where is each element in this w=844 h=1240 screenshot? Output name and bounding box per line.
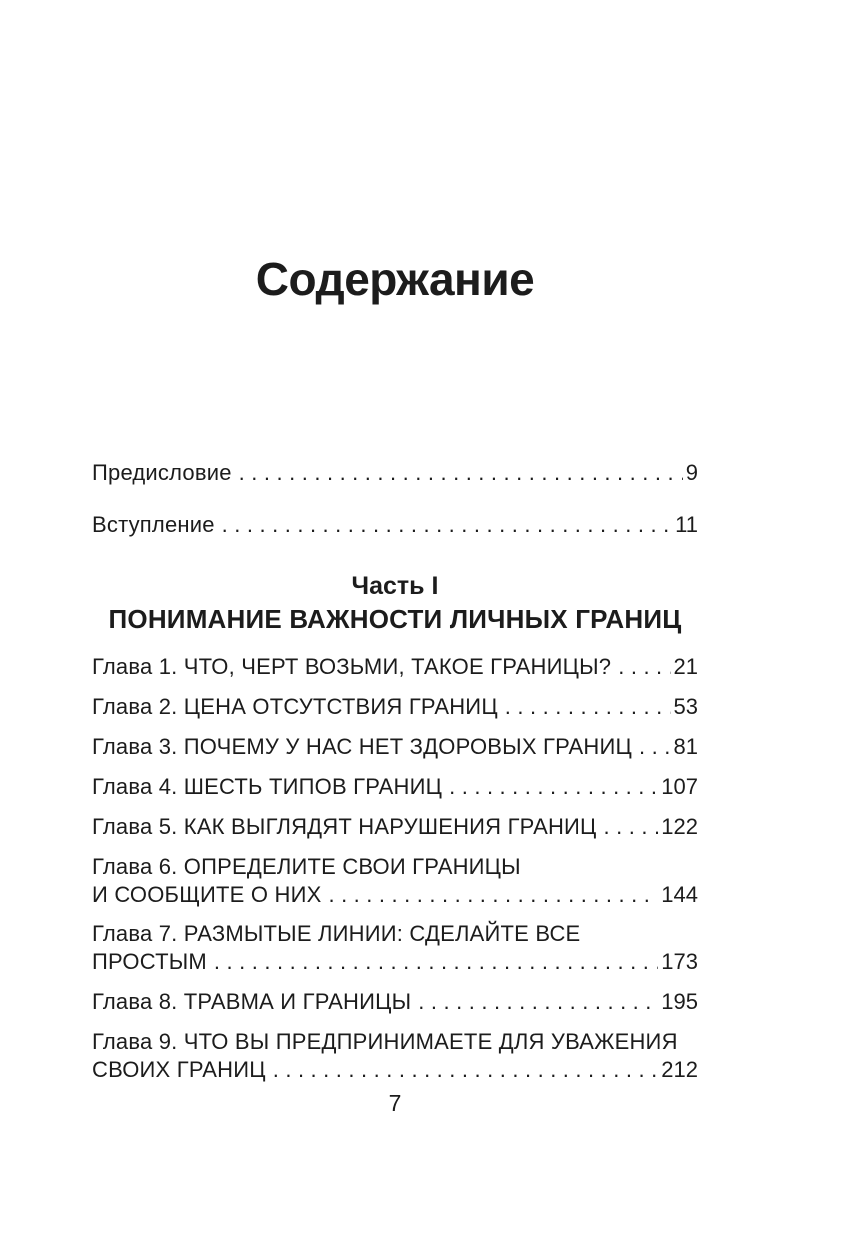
toc-entry-label: Глава 5. КАК ВЫГЛЯДЯТ НАРУШЕНИЯ ГРАНИЦ [92,814,597,839]
toc-entry-page: 122 [661,814,698,839]
toc-entry-label-line2: ПРОСТЫМ [92,949,207,974]
toc-entry-page: 11 [675,512,698,537]
dot-leader [632,732,671,762]
toc-entry-label: Вступление [92,512,215,537]
toc-entry-chapter-6 [92,853,698,909]
page-number-footer: 7 [388,1090,402,1116]
dot-leader [611,652,670,682]
toc-entry-label-line2: И СООБЩИТЕ О НИХ [92,882,322,907]
dot-leader [215,510,673,540]
chapter-list [92,652,698,1084]
front-matter-list [92,458,698,540]
toc-entry-label: Глава 1. ЧТО, ЧЕРТ ВОЗЬМИ, ТАКОЕ ГРАНИЦЫ? [92,654,612,679]
toc-entry-label: Глава 6. ОПРЕДЕЛИТЕ СВОИ ГРАНИЦЫ [92,854,521,879]
dot-leader [597,812,659,842]
dot-leader [498,692,671,722]
toc-entry-chapter-8 [92,987,698,1017]
toc-entry-chapter-9 [92,1028,698,1084]
toc-entry-label: Предисловие [92,460,232,485]
toc-entry-chapter-4 [92,772,698,802]
toc-entry-chapter-3 [92,732,698,762]
toc-entry-page: 107 [661,774,698,799]
toc-entry-label: Глава 4. ШЕСТЬ ТИПОВ ГРАНИЦ [92,774,443,799]
dot-leader [266,1056,659,1084]
toc-entry-chapter-5 [92,812,698,842]
toc-page [92,0,698,1084]
dot-leader [232,458,683,488]
toc-entry-page: 9 [685,460,698,485]
toc-entry-page: 144 [661,882,698,907]
toc-entry-label: Глава 9. ЧТО ВЫ ПРЕДПРИНИМАЕТЕ ДЛЯ УВАЖЕНИЯ [92,1029,678,1054]
dot-leader [442,772,658,802]
toc-entry-label: Глава 2. ЦЕНА ОТСУТСТВИЯ ГРАНИЦ [92,694,498,719]
toc-entry-label: Глава 8. ТРАВМА И ГРАНИЦЫ [92,989,412,1014]
toc-entry-label: Глава 7. РАЗМЫТЫЕ ЛИНИИ: СДЕЛАЙТЕ ВСЕ [92,921,581,946]
toc-entry-chapter-2 [92,692,698,722]
part-title: ПОНИМАНИЕ ВАЖНОСТИ ЛИЧНЫХ ГРАНИЦ [108,604,682,634]
dot-leader [207,948,658,976]
toc-entry-chapter-7 [92,920,698,976]
toc-entry-page: 53 [673,694,698,719]
toc-entry-label: Глава 3. ПОЧЕМУ У НАС НЕТ ЗДОРОВЫХ ГРАНИЦ [92,734,632,759]
toc-entry-label-line2: СВОИХ ГРАНИЦ [92,1057,266,1082]
toc-entry-introduction [92,510,698,540]
toc-entry-chapter-1 [92,652,698,682]
toc-entry-page: 195 [661,989,698,1014]
dot-leader [411,987,658,1017]
toc-entry-page: 21 [673,654,698,679]
toc-entry-page: 81 [673,734,698,759]
toc-entry-preface [92,458,698,488]
page-title: Содержание [255,253,535,305]
dot-leader [321,881,658,909]
toc-entry-page: 173 [661,949,698,974]
part-heading: Часть I [351,572,439,600]
part-header [92,570,698,636]
toc-entry-page: 212 [661,1057,698,1082]
